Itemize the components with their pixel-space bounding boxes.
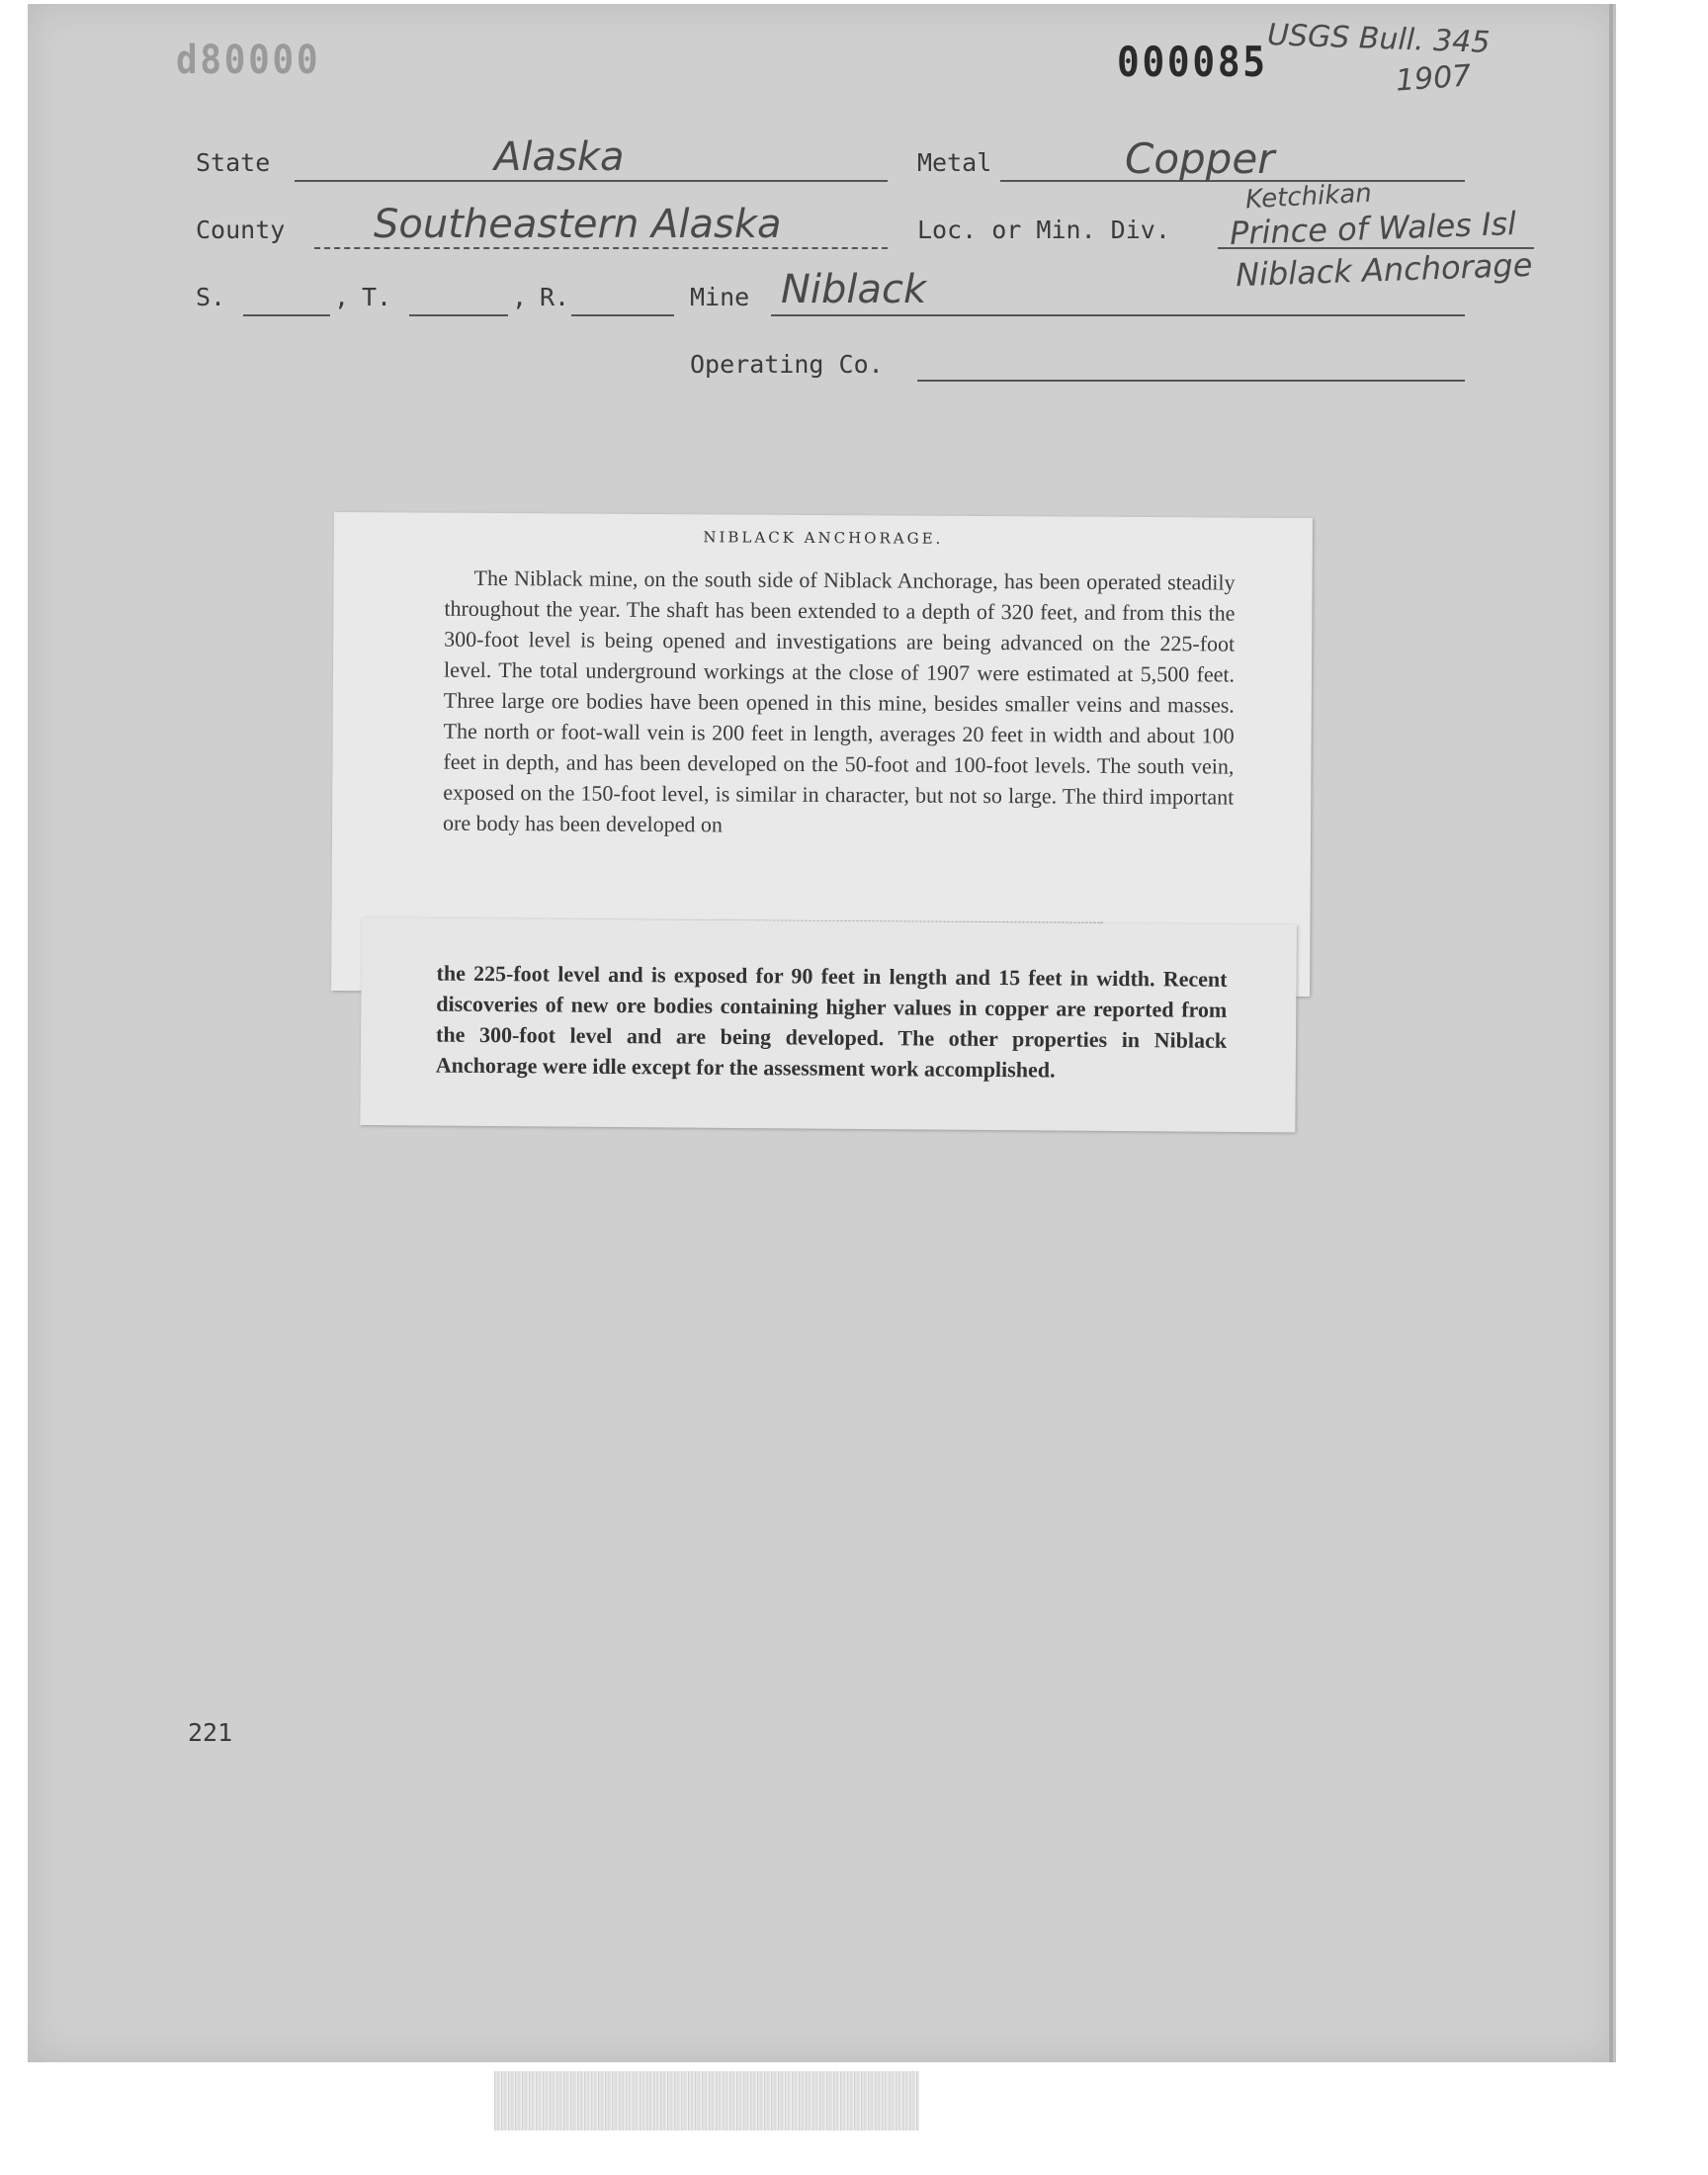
county-value: Southeastern Alaska (374, 202, 782, 247)
metal-label: Metal (917, 148, 992, 177)
card-edge (1609, 4, 1613, 2062)
metal-value: Copper (1125, 134, 1275, 183)
county-label: County (196, 216, 286, 244)
section-blank (243, 314, 330, 316)
loc-value-anchorage: Niblack Anchorage (1235, 245, 1533, 295)
handwritten-year: 1907 (1394, 58, 1473, 99)
state-value: Alaska (494, 134, 625, 180)
clipping-paragraph-2: the 225-foot level and is exposed for 90 feet in length and 15 feet in width. Recent discoveries of new ore bodies containing higher values in copper are reported from the 300-foot level and are being developed. The other properties in Niblack Anchorage were idle except for the assessment work accomplished. (435, 960, 1228, 1083)
clipping-lower (360, 917, 1297, 1132)
state-line (295, 180, 888, 182)
clipping-heading: NIBLACK ANCHORAGE. (703, 528, 944, 548)
township-blank (409, 314, 508, 316)
scan-artifact-strip (494, 2071, 919, 2131)
stamp-number-left: d80000 (176, 38, 321, 83)
stamp-number-right: 000085 (1117, 38, 1268, 86)
clipping-paragraph-1: The Niblack mine, on the south side of Niblack Anchorage, has been operated steadily throughout the year. The shaft has been extended to a depth of 320 feet, and from this the 300-foot level is being opened and investigations are being advanced on the 225-foot level. The total underground workings at the close of 1907 were estimated at 5,500 feet. Three large ore bodies have been opened in this mine, besides smaller veins and masses. The north or foot-wall vein is 200 feet in length, averages 20 feet in width and about 100 feet in depth, and has been developed on the 50-foot and 100-foot levels. The south vein, exposed on the 150-foot level, is similar in character, but not so large. The third important ore body has been developed on (443, 565, 1236, 837)
page-number: 221 (188, 1718, 233, 1747)
loc-value-island: Prince of Wales Isl (1229, 204, 1517, 253)
section-label: S. (196, 283, 226, 311)
loc-value-ketchikan: Ketchikan (1244, 178, 1373, 216)
county-line (314, 247, 888, 249)
state-label: State (196, 148, 271, 177)
loc-label: Loc. or Min. Div. (917, 216, 1170, 244)
mine-label: Mine (690, 283, 750, 311)
range-blank (571, 314, 674, 316)
range-label: R. (540, 283, 570, 311)
township-label: T. (362, 283, 392, 311)
operating-co-line (917, 380, 1465, 382)
handwritten-reference: USGS Bull. 345 (1266, 18, 1491, 60)
operating-co-label: Operating Co. (690, 350, 884, 379)
mine-line (771, 314, 1465, 316)
mine-value: Niblack (781, 267, 927, 312)
